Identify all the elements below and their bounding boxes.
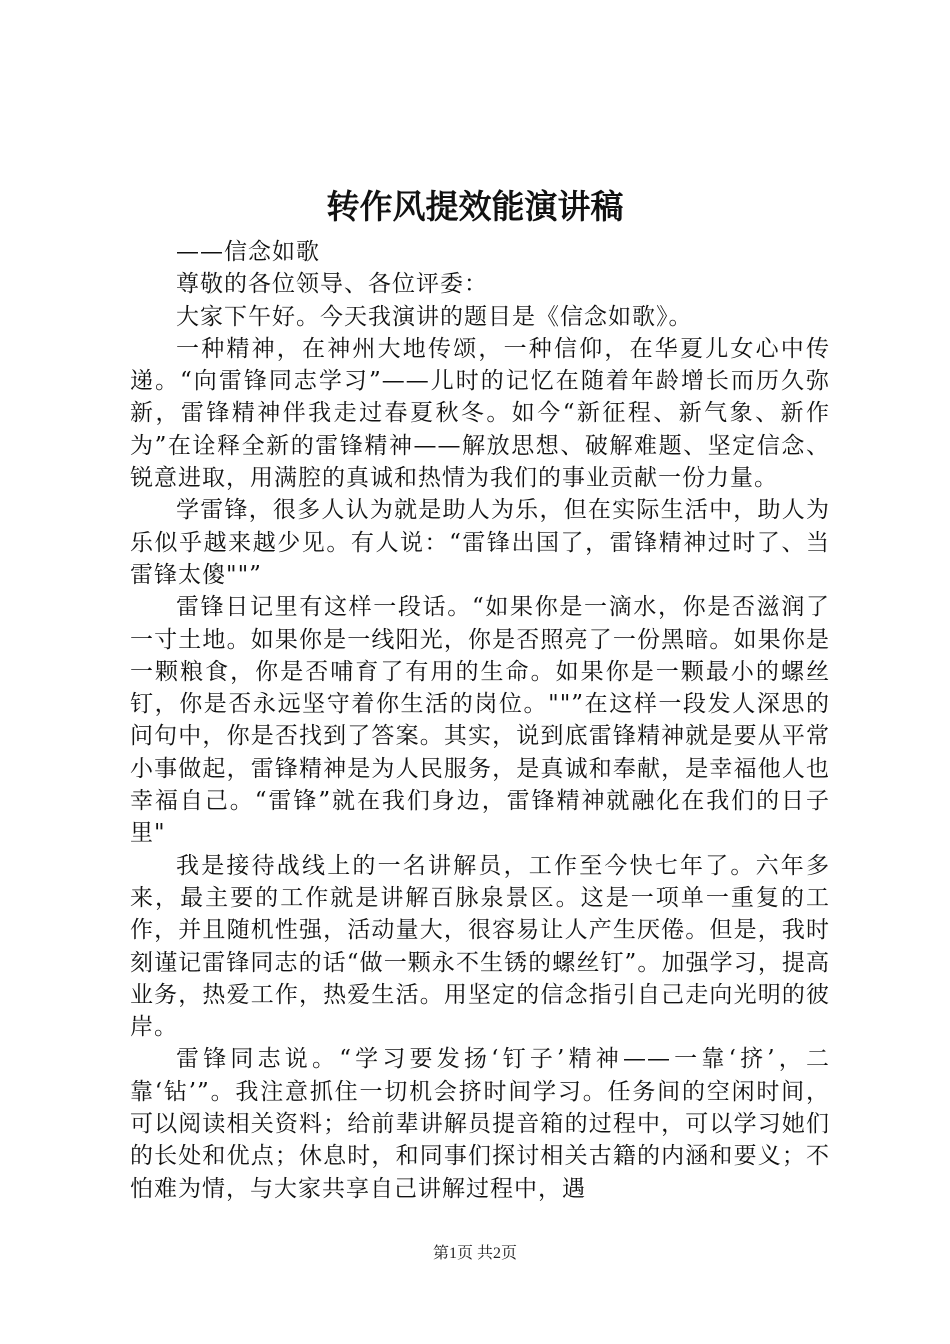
body-paragraph: 一种精神，在神州大地传颂，一种信仰，在华夏儿女心中传递。“向雷锋同志学习”——儿时的记忆在随着年龄增长而历久弥新，雷锋精神伴我走过春夏秋冬。如今“新征程、新气象、新作为”在诠释全新的雷锋精神——解放思想、破解难题、坚定信念、锐意进取，用满腔的真诚和热情为我们的事业贡献一份力量。 bbox=[130, 335, 830, 492]
greeting-paragraph: 大家下午好。今天我演讲的题目是《信念如歌》。 bbox=[176, 303, 693, 330]
body-paragraph: 雷锋日记里有这样一段话。“如果你是一滴水，你是否滋润了一寸土地。如果你是一线阳光，你是否照亮了一份黑暗。如果你是一颗粮食，你是否哺育了有用的生命。如果你是一颗最小的螺丝钉，你是否永远坚守着你生活的岗位。""”在这样一段发人深思的问句中，你是否找到了答案。其实，说到底雷锋精神就是要从平常小事做起，雷锋精神是为人民服务，是真诚和奉献，是幸福他人也幸福自己。“雷锋”就在我们身边，雷锋精神就融化在我们的日子里" bbox=[130, 594, 830, 847]
subtitle-paragraph: ——信念如歌 bbox=[176, 239, 320, 265]
salutation-paragraph: 尊敬的各位领导、各位评委： bbox=[176, 271, 488, 298]
body-paragraph: 雷锋同志说。“学习要发扬‘钉子’精神——一靠‘挤’，二靠‘钻’”。我注意抓住一切机会挤时间学习。任务间的空闲时间，可以阅读相关资料；给前辈讲解员提音箱的过程中，可以学习她们的长处和优点；休息时，和同事们探讨相关古籍的内涵和要义；不怕难为情，与大家共享自己讲解过程中，遇 bbox=[130, 1046, 830, 1202]
document-title: 转作风提效能演讲稿 bbox=[326, 187, 624, 226]
body-paragraph: 学雷锋，很多人认为就是助人为乐，但在实际生活中，助人为乐似乎越来越少见。有人说：“雷锋出国了，雷锋精神过时了、当雷锋太傻""” bbox=[130, 497, 830, 588]
body-paragraph: 我是接待战线上的一名讲解员，工作至今快七年了。六年多来，最主要的工作就是讲解百脉泉景区。这是一项单一重复的工作，并且随机性强，活动量大，很容易让人产生厌倦。但是，我时刻谨记雷锋同志的话“做一颗永不生锈的螺丝钉”。加强学习，提高业务，热爱工作，热爱生活。用坚定的信念指引自己走向光明的彼岸。 bbox=[130, 852, 830, 1041]
document-body bbox=[130, 236, 830, 1205]
page-number-footer: 第1页 共2页 bbox=[432, 1245, 517, 1262]
